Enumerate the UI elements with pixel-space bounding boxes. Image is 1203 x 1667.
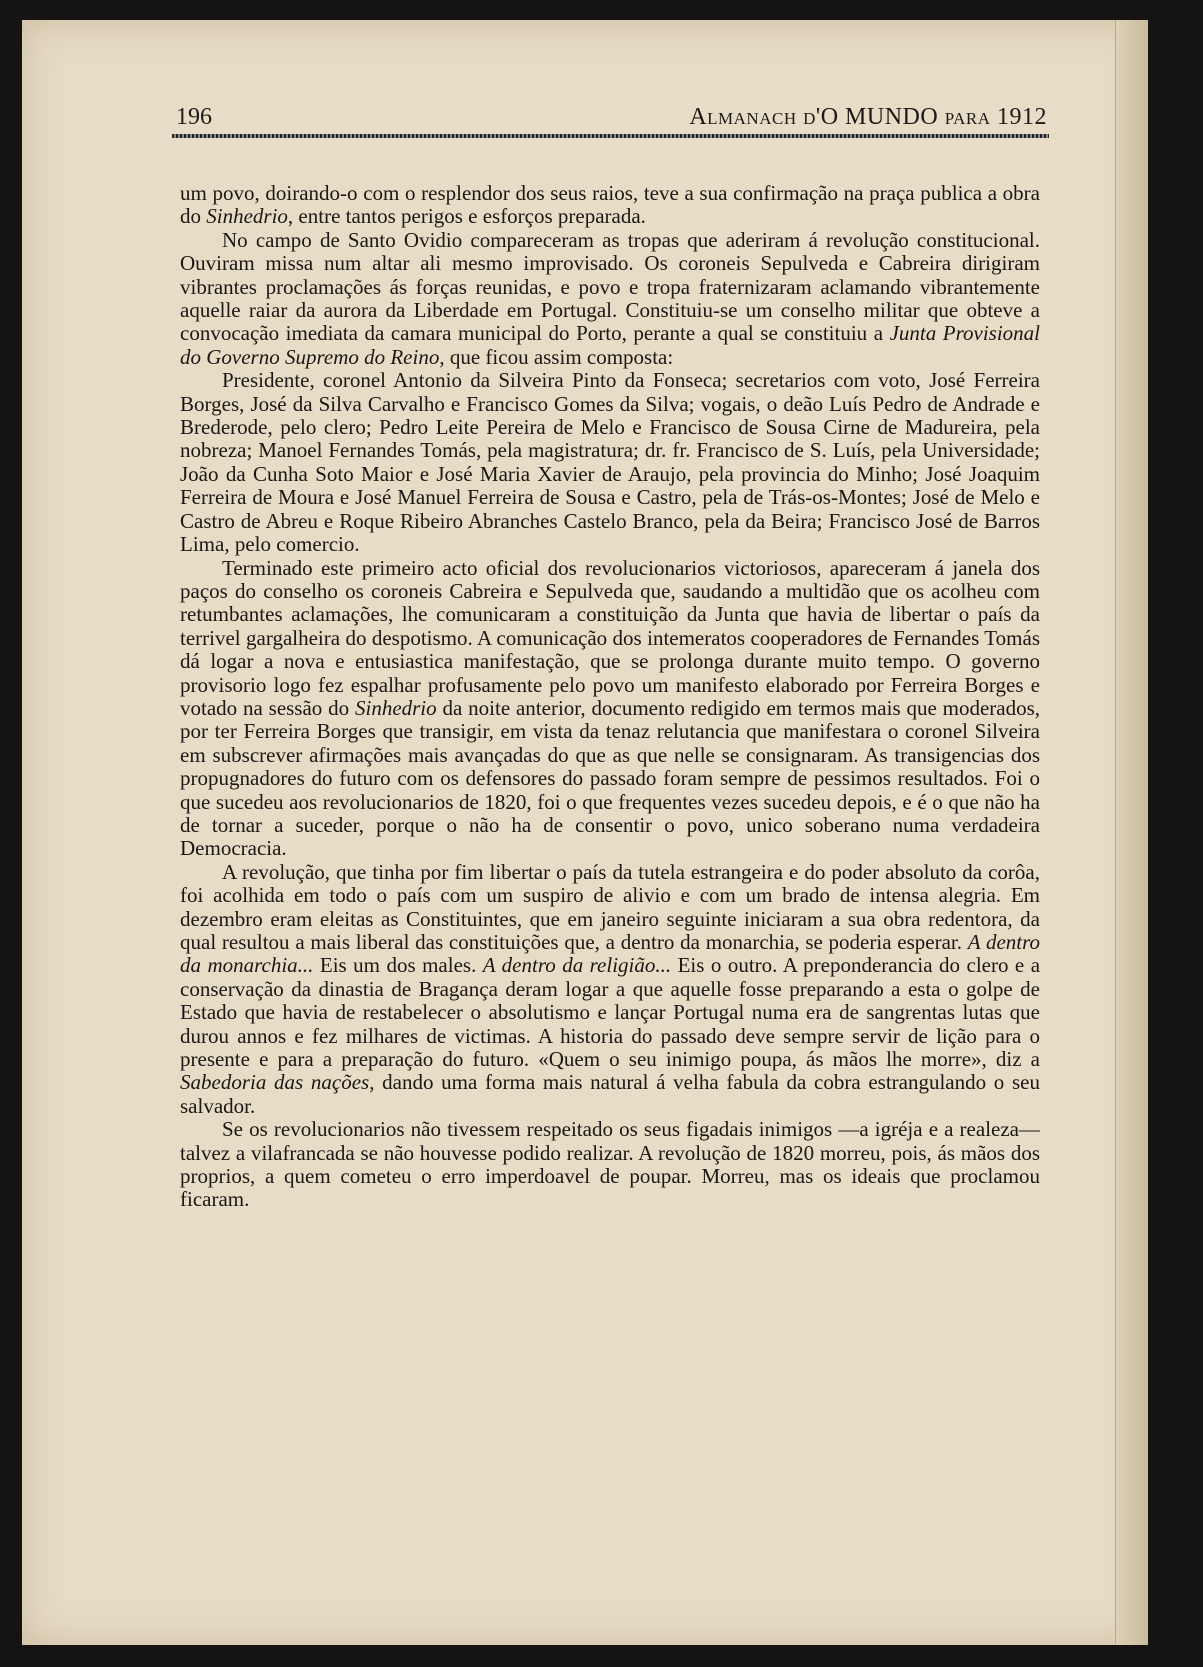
italic-text: Sinhedrio bbox=[206, 204, 288, 229]
text-segment: Eis o outro. A preponderancia do clero e a conservação da dinastia de Bragança deram logar a que aquelle fosse preparando a esta o golpe de Estado que havia de restabelecer o absolutismo e lançar Portugal numa era de sangrentas lutas que durou annos e fez milhares de victimas. A historia do passado deve sempre servir de lição para o presente e para a preparação do futuro. «Quem o seu inimigo poupa, ás mãos lhe morre», diz a bbox=[180, 953, 1041, 1072]
text-segment: Se os revolucionarios não tivessem respeitado os seus figadais inimigos —a igréja e a realeza—talvez a vilafrancada se não houvesse podido realizar. A revolução de 1820 morreu, pois, ás mãos dos proprios, a quem cometeu o erro imperdoavel de poupar. Morreu, mas os ideais que proclamou ficaram. bbox=[180, 1117, 1040, 1212]
italic-text: Sinhedrio bbox=[354, 695, 437, 720]
article-body bbox=[180, 182, 1040, 1212]
italic-text: A dentro da religião... bbox=[482, 953, 672, 978]
paragraph bbox=[180, 229, 1040, 369]
page-number: 196 bbox=[176, 104, 212, 130]
paragraph bbox=[180, 369, 1040, 556]
text-segment: , entre tantos perigos e esforços preparada. bbox=[287, 204, 646, 229]
text-segment: A revolução, que tinha por fim libertar o país da tutela estrangeira e do poder absoluto da corôa, foi acolhida em todo o país com um suspiro de alivio e com um brado de intensa alegria. Em dezembro eram eleitas as Constituintes, que em janeiro seguinte iniciaram a sua obra redentora, da qual resultou a mais liberal das constituições que, a dentro da monarchia, se poderia esperar. bbox=[180, 859, 1040, 954]
header-rule bbox=[172, 134, 1049, 138]
italic-text: Junta Provisional do Governo Supremo do Reino bbox=[180, 321, 1040, 369]
text-segment: um povo, doirando-o com o resplendor dos seus raios, teve a sua confirmação na praça publica a obra do bbox=[180, 181, 1040, 229]
text-segment: , que ficou assim composta: bbox=[439, 344, 674, 369]
text-segment: Presidente, coronel Antonio da Silveira Pinto da Fonseca; secretarios com voto, José Ferreira Borges, José da Silva Carvalho e Francisco Gomes da Silva; vogais, o deão Luís Pedro de Andrade e Brederode, pelo clero; Pedro Leite Pereira de Melo e Francisco de Sousa Cirne de Madureira, pela nobreza; Manoel Fernandes Tomás, pela magistratura; dr. fr. Francisco de S. Luís, pela Universidade; João da Cunha Soto Maior e José Maria Xavier de Araujo, pela provincia do Minho; José Joaquim Ferreira de Moura e José Manuel Ferreira de Sousa e Castro, pela de Trás-os-Montes; José de Melo e Castro de Abreu e Roque Ribeiro Abranches Castelo Branco, pela da Beira; Francisco José de Barros Lima, pelo comercio. bbox=[180, 368, 1040, 557]
page-header bbox=[162, 104, 1047, 134]
text-segment: , dando uma forma mais natural á velha fabula da cobra estrangulando o seu salvador. bbox=[180, 1070, 1040, 1118]
italic-text: Sabedoria das nações bbox=[180, 1070, 370, 1095]
text-segment: Terminado este primeiro acto oficial dos revolucionarios victoriosos, apareceram á janela dos paços do conselho os coroneis Cabreira e Sepulveda que, saudando a multidão que os acolheu com retumbantes aclamações, lhe comunicaram a constituição da Junta que havia de libertar o país da terrivel gargalheira do despotismo. A comunicação dos intemeratos cooperadores de Fernandes Tomás dá logar a nova e entusiastica manifestação, que se prolonga durante muito tempo. O governo provisorio logo fez espalhar profusamente pelo povo um manifesto elaborado por Ferreira Borges e votado na sessão do bbox=[180, 555, 1040, 720]
text-segment: da noite anterior, documento redigido em termos mais que moderados, por ter Ferreira Borges que transigir, em vista da tenaz relutancia que manifestara o coronel Silveira em subscrever afirmações mais avançadas do que as que nelle se consignaram. As transigencias dos propugnadores do futuro com os defensores do passado foram sempre de pessimos resultados. Foi o que sucedeu aos revolucionarios de 1820, foi o que frequentes vezes sucedeu depois, e é o que não ha de tornar a suceder, porque o não ha de consentir o povo, unico soberano numa verdadeira Democracia. bbox=[180, 695, 1040, 861]
paragraph bbox=[180, 182, 1040, 229]
paragraph bbox=[180, 557, 1040, 861]
paragraph bbox=[180, 1118, 1040, 1212]
italic-text: A dentro da monarchia... bbox=[180, 930, 1040, 978]
text-segment: No campo de Santo Ovidio compareceram as tropas que aderiram á revolução constitucional. Ouviram missa num altar ali mesmo improvisado. Os coroneis Sepulveda e Cabreira dirigiram vibrantes proclamações ás forças reunidas, e povo e tropa fraternizaram aclamando vibrantemente aquelle raiar da aurora da Liberdade em Portugal. Constituiu-se um conselho militar que obteve a convocação imediata da camara municipal do Porto, perante a qual se constituiu a bbox=[180, 227, 1040, 346]
text-segment: Eis um dos males. bbox=[313, 953, 483, 978]
page-spine-edge bbox=[1115, 20, 1148, 1645]
running-title: Almanach d'O MUNDO para 1912 bbox=[689, 104, 1047, 130]
paragraph bbox=[180, 861, 1040, 1118]
